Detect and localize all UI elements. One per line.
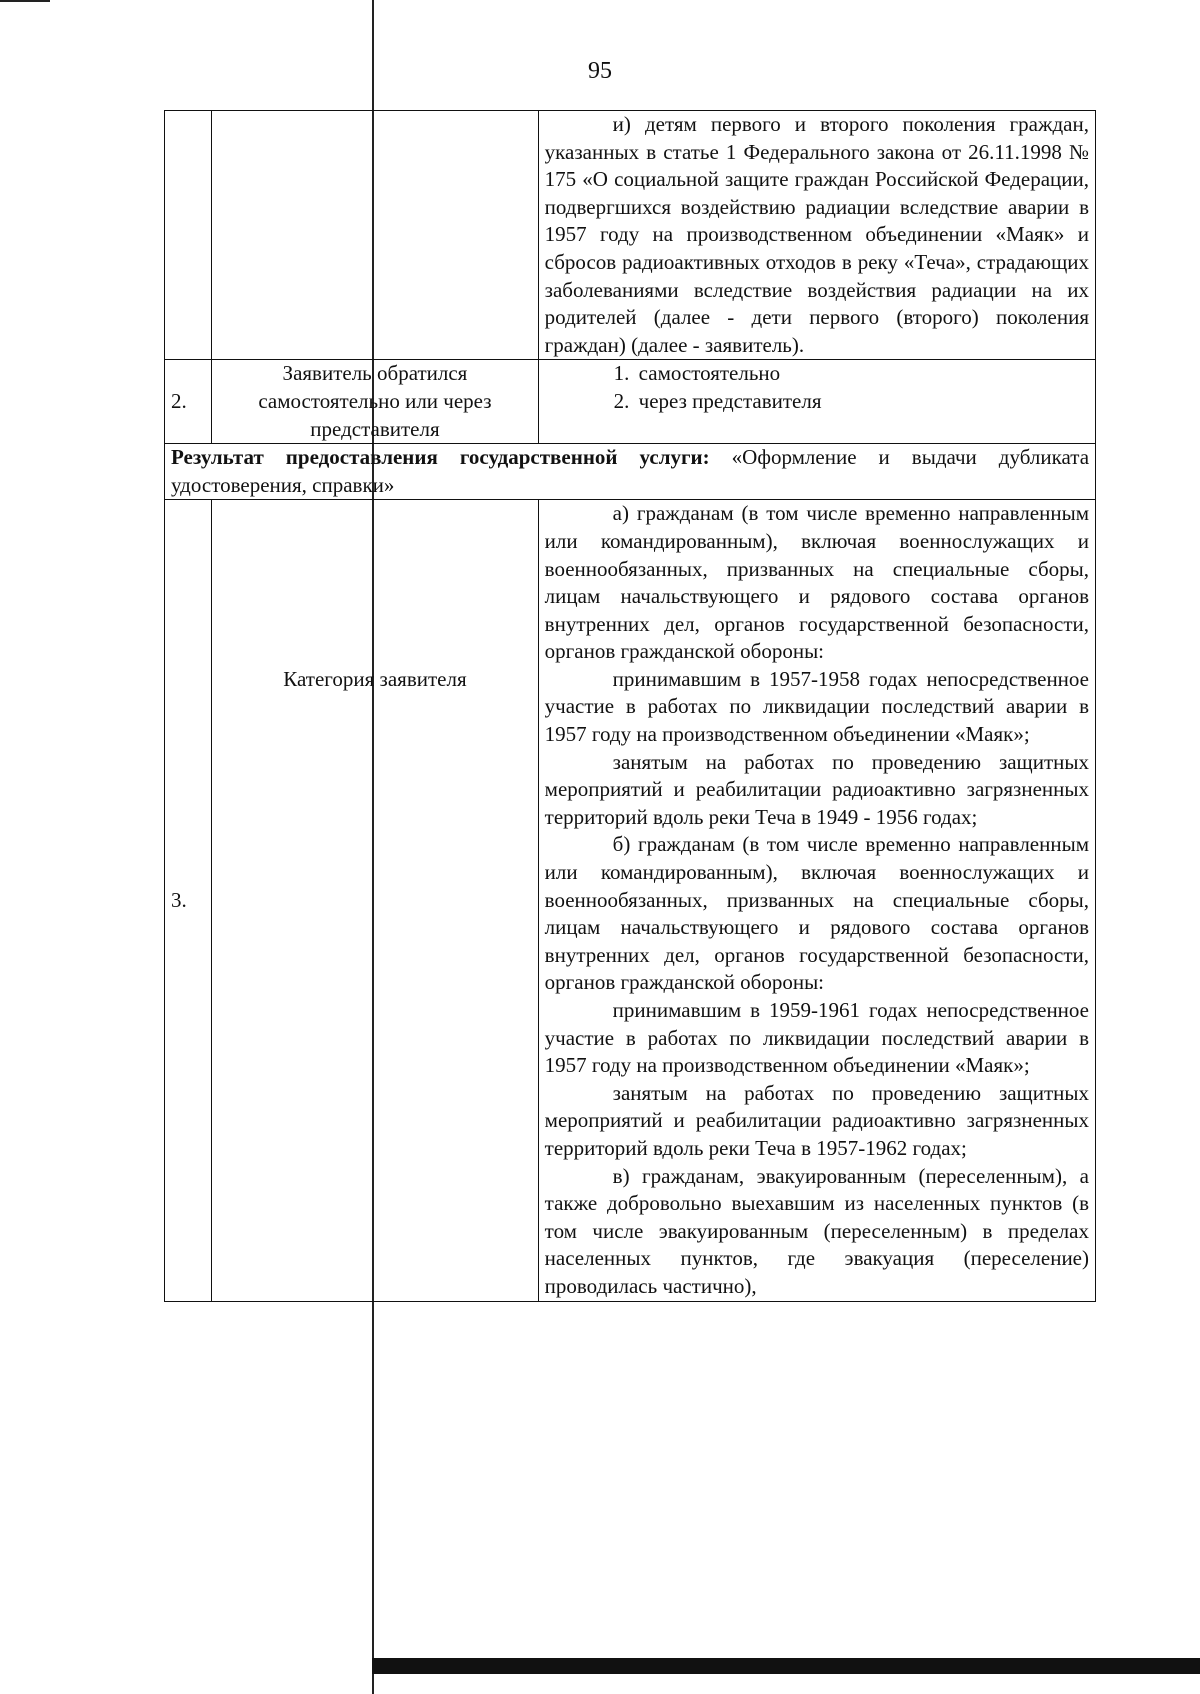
paragraph: занятым на работах по проведению защитных мероприятий и реабилитации радиоактивно загрязненных территорий вдоль реки Теча в 1949 - 1956 годах; <box>544 749 1089 829</box>
result-text: «Оформление и выдачи дубликата удостоверения, справки» <box>171 445 1090 497</box>
paragraph: принимавшим в 1959-1961 годах непосредственное участие в работах по ликвидации последствий аварии в 1957 году на производственном объединении «Маяк»; <box>544 998 1089 1078</box>
table-row <box>165 500 1096 1301</box>
list-item: 1. самостоятельно <box>635 360 1089 388</box>
paragraph: занятым на работах по проведению защитных мероприятий и реабилитации радиоактивно загрязненных территорий вдоль реки Теча в 1957-1962 годах; <box>544 1080 1089 1160</box>
row1-value-cell <box>538 111 1095 360</box>
row2-value-cell <box>538 360 1095 444</box>
result-cell <box>165 444 1096 500</box>
row-label: Категория заявителя <box>212 500 538 1301</box>
table-row <box>165 444 1096 500</box>
list-item: 2. через представителя <box>635 388 1089 416</box>
row1-label-cell <box>212 111 538 360</box>
paragraph: принимавшим в 1957-1958 годах непосредственное участие в работах по ликвидации последствий аварии в 1957 году на производственном объединении «Маяк»; <box>544 666 1089 747</box>
services-table <box>164 110 1096 1302</box>
options-list <box>545 360 1089 415</box>
paragraph: а) гражданам (в том числе временно направленным или командированным), включая военнослужащих и военнообязанных, призванных на специальные сборы, лицам начальствующего и рядового состава органов внутренних дел, органов государственной безопасности, органов гражданской обороны: <box>544 501 1089 664</box>
scan-edge-top <box>0 0 50 2</box>
paragraph: б) гражданам (в том числе временно направленным или командированным), включая военнослужащих и военнообязанных, призванных на специальные сборы, лицам начальствующего и рядового состава органов внутренних дел, органов государственной безопасности, органов гражданской обороны: <box>544 832 1089 995</box>
row3-value-cell <box>538 500 1095 1301</box>
row-number: 3. <box>165 500 212 1301</box>
table-row <box>165 360 1096 444</box>
scan-edge-bottom <box>372 1658 1200 1674</box>
row1-number-cell <box>165 111 212 360</box>
row-label: Заявитель обратился самостоятельно или через представителя <box>212 360 538 444</box>
row-number: 2. <box>165 360 212 444</box>
result-heading: Результат предоставления государственной услуги: <box>171 445 710 470</box>
page-number: 95 <box>588 58 612 84</box>
table-row <box>165 111 1096 360</box>
paragraph: в) гражданам, эвакуированным (переселенным), а также добровольно выехавшим из населенных пунктов (в том числе эвакуированным (переселенным) в пределах населенных пунктов, где эвакуация (переселение) проводилась частично), <box>544 1163 1089 1298</box>
paragraph: и) детям первого и второго поколения граждан, указанных в статье 1 Федерального закона от 26.11.1998 № 175 «О социальной защите граждан Российской Федерации, подвергшихся воздействию радиации вследствие аварии в 1957 году на производственном объединении «Маяк» и сбросов радиоактивных отходов в реку «Теча», страдающих заболеваниями вследствие воздействия радиации на их родителей (далее - дети первого (второго) поколения граждан) (далее - заявитель). <box>544 112 1089 357</box>
